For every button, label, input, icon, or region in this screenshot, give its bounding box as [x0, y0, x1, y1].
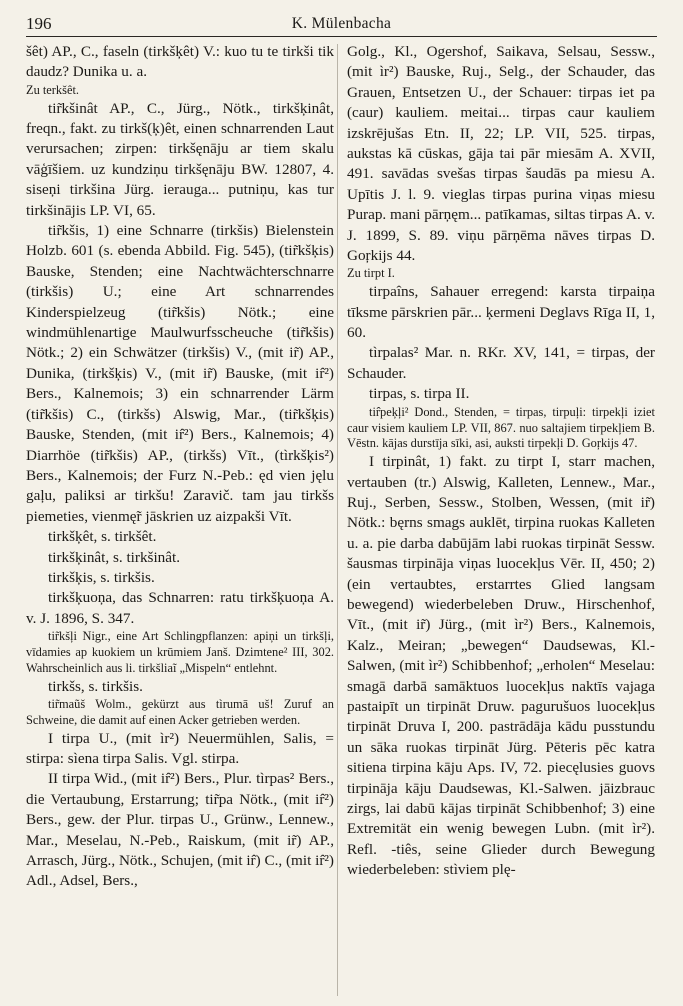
cross-reference-entry: tirpas, s. tirpa II.	[369, 385, 470, 403]
dictionary-entry: tir̂peķļi² Dond., Stenden, = tirpas, tirpuļi: tirpekļi iziet caur visiem kauliem LP. VII, 867. nuo saltajiem tirpekļiem B. Vēstn. kājas durstīja sīki, asi, auksti tirpekļi D. Goŗkijs 47.	[347, 404, 655, 451]
column-divider	[337, 44, 338, 996]
dictionary-entry: I tirpinât, 1) fakt. zu tirpt I, starr machen, vertauben (tr.) Alswig, Kalleten, Lennew., Mar., Ruj., Serben, Sessw., Stolben, Wessen, (mit ir̃) Nötk.: bęrns smags auklēt, tirpina ruokas Kalleten u. a. pie darba dabūjām labi ruokas tirpināt Sessw. šausmas tirpināja viņas luocekļus Vēr. II, 450; 2) (ein vertaubtes, erstarrtes Glied langsam bewegend) wiederbeleben Druw., Hirschenhof, Vīt., (mit ir̃) Jürg., (mit ìr²) Bers., Kalnemois, Kalz., Meiran; „bewegen“ Daudsewas, Kl.-Salwen, (mit ìr²) Schibbenhof; „erholen“ Meselau: smagā darbā samāktuos luocekļus naktīs vajaga pastaipīt un tirpināt Druw. pagurušuos luocekļus tirpināt Druva I, 200. pastrādāja kādu pusstundu un sāka ruokas tirpināt Jürg. Pēteris pēc katra sitiena tirpina kāju Aps. IV, 72. piecęlusies guovs tirpināja kāju Daudsewas, Kl.-Salwen. jāizbrauc zirgs, lai dabū kājas tirpināt Schibbenhof; 3) eine Extremität ein wenig bewegen Lubn. (mit ìr²). Refl. -tiês, seine Glieder durch Bewegung wiederbeleben: stìviem plę-	[347, 453, 655, 879]
cross-reference-entry: tirkšķêt, s. tirkšêt.	[48, 528, 157, 546]
dictionary-entry: tirkšķuoņa, das Schnarren: ratu tirkšķuoņa A. v. J. 1896, S. 347.	[26, 589, 334, 627]
cross-reference-entry: tirkšķis, s. tirkšis.	[48, 568, 155, 586]
page-number: 196	[26, 14, 52, 33]
dictionary-entry: Golg., Kl., Ogershof, Saikava, Selsau, Sessw., (mit ìr²) Bauske, Ruj., Selg., der Schauder, das Grauen, Entsetzen U., der Schauer: tirpas iet pa (caur) kauliem. meitai... tirpas caur kauliem izskrējušas Etn. II, 22; LP. VII, 525. tirpas, aukstas kā cūskas, gāja tai pār miesām A. XVII, 491. savādas svešas tirpas šaudās pa miesu A. Upītis J. l. 9. vieglas tirpas purina viņas miesu Purap. mani pārņęm... patīkamas, siltas tirpas A. v. J. 1899, S. 89. viņu pārņēma nāves tirpas D. Goŗkijs 44.	[347, 43, 655, 265]
dictionary-entry: šêt) AP., C., faseln (tirkšķêt) V.: kuo tu te tirkši tik daudz? Dunika u. a.	[26, 43, 334, 81]
etymology-note: Zu tirpt I.	[347, 266, 395, 281]
right-column	[347, 42, 655, 1002]
running-head: K. Mülenbacha	[291, 15, 392, 32]
etymology-note: Zu terkšêt.	[26, 82, 79, 97]
dictionary-entry: tir̃maũš Wolm., gekürzt aus tìrumā uš! Zuruf an Schweine, die damit auf einen Acker getrieben werden.	[26, 696, 334, 727]
dictionary-entry: tir̃kšinât AP., C., Jürg., Nötk., tirkšķinât, freqn., fakt. zu tirkš(ķ)êt, einen schnarrenden Laut verursachen; zirpen: tirkšęnāju ar tiem skalu vāģīšiem. uz kundziņu tirkšęnāju BW. 12807, 4. siseņi tirkšina Jürg. ierauga... putniņu, kas tur tirkšinājis LP. VI, 65.	[26, 99, 334, 219]
dictionary-entry: I tirpa U., (mit ìr²) Neuermühlen, Salis, = stirpa: sìena tirpa Salis. Vgl. stirpa.	[26, 729, 334, 767]
page-header	[26, 14, 657, 37]
cross-reference-entry: tirkšs, s. tirkšis.	[48, 677, 143, 695]
left-column	[26, 42, 334, 1002]
dictionary-entry: tìrpalas² Mar. n. RKr. XV, 141, = tirpas, der Schauder.	[347, 344, 655, 382]
dictionary-entry: II tirpa Wid., (mit ir̂²) Bers., Plur. tìrpas² Bers., die Vertaubung, Erstarrung; tir̃pa Nötk., (mit ir̂²) Bers., gew. der Plur. tirpas U., Grünw., Lennew., Mar., Meselau, N.-Peb., Raiskum, (mit ir̃) AP., Arrasch, Jürg., Nötk., Schujen, (mit ir̂) C., (mit ir̂²) Adl., Adsel, Bers.,	[26, 770, 334, 890]
dictionary-entry: tir̃kšļi Nigr., eine Art Schlingpflanzen: apiņi un tirkšļi, vīdamies ap kuokiem un krūmiem Janš. Dzimtene² III, 302. Wahrscheinlich aus li. tirkšliaĩ „Mispeln“ entlehnt.	[26, 629, 334, 675]
dictionary-entry: tirpaîns, Sahauer erregend: karsta tirpaiņa tīksme pārskrien pār... ķermeni Deglavs Rīga II, 1, 60.	[347, 283, 655, 342]
cross-reference-entry: tirkšķinât, s. tirkšinât.	[48, 548, 181, 566]
dictionary-entry: tir̃kšis, 1) eine Schnarre (tirkšis) Bielenstein Holzb. 601 (s. ebenda Abbild. Fig. 545), (tir̃kšķis) Bauske, Stenden; eine Nachtwächterschnarre (tirkšis) U.; eine Art schnarrendes Kinderspielzeug (tir̃kšis) Nötk.; eine windmühlenartige Maulwurfsscheuche (tir̃kšis) Nötk.; 2) ein Schwätzer (tirkšis) V., (mit ir̃) AP., Dunika, (tirkšķis) V., (mit ir̃) Bauske, (mit ir̂²) Bers., Kalnemois; 3) ein schnarrender Lärm (tir̃kšis) C., (tirkšs) Alswig, Mar., (tir̃kšķis) Bauske, Stenden, (mit ir̂²) Bers., Kalnemois; 4) Diarrhöe (tir̃kšis) AP., (tirkšs) Vīt., (tìrkšķis²) Bers., Kalnemois; der Furz N.-Peb.: ęd vien jęlu gaļu, paliksi ar tirkšu! Zaravič. tam jau tirkšs piemeties, vienmę̃r jāskrien uz aizpakši Vīt.	[26, 222, 334, 525]
